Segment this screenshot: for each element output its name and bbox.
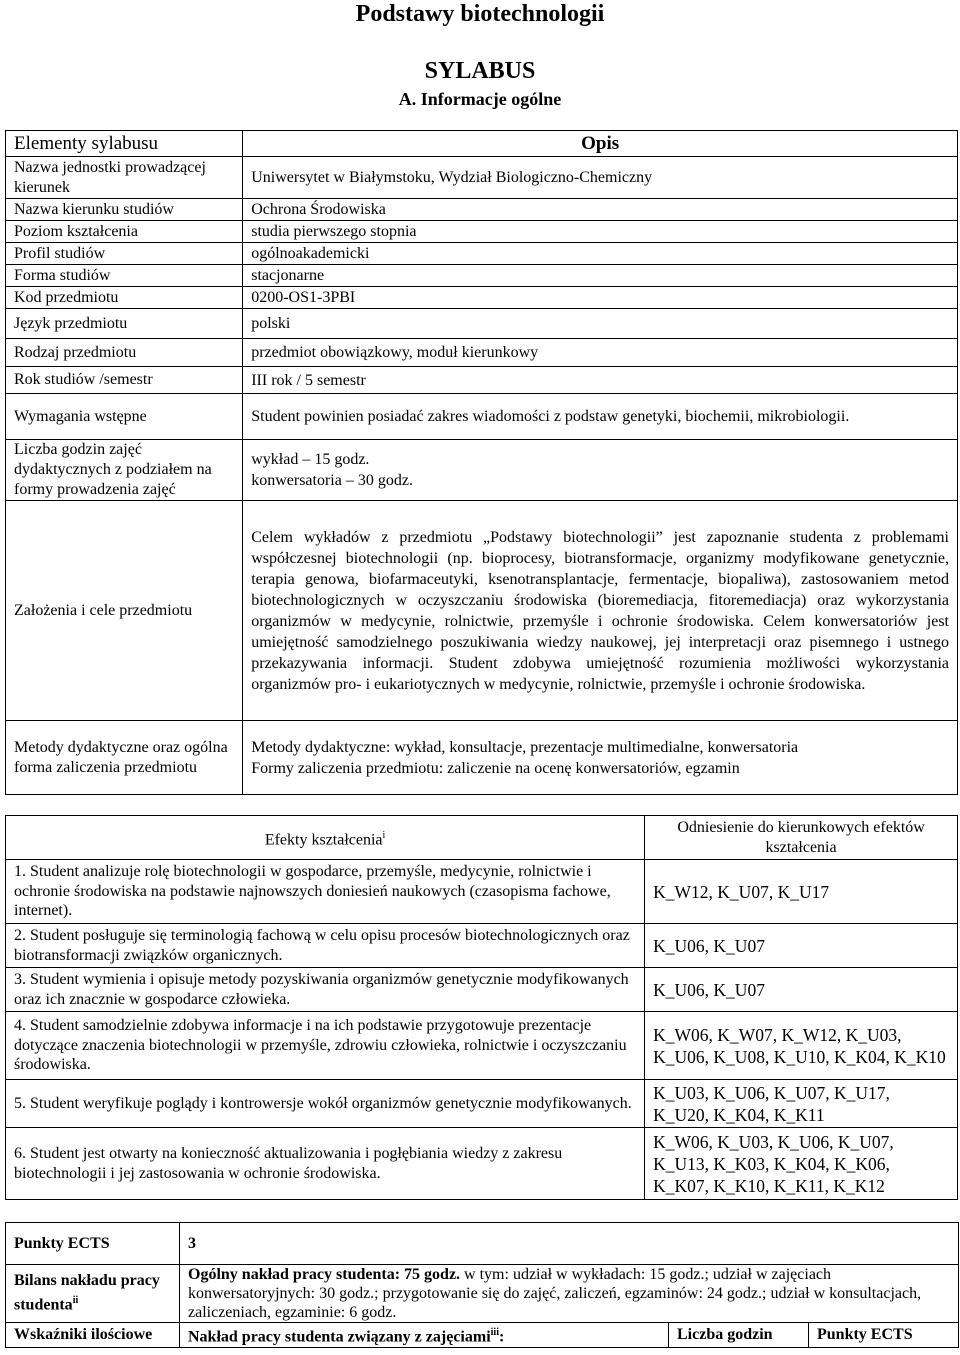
outcome-text: 2. Student posługuje się terminologią fachową w celu opisu procesów biotechnologicznych oraz biotransformacji związków organicznych. [6, 924, 645, 968]
indicators-workload-text: Nakład pracy studenta związany z zajęciami [188, 1328, 491, 1346]
indicators-colon: : [498, 1328, 505, 1346]
outcomes-header [6, 816, 645, 860]
workload-description [180, 1265, 959, 1323]
row-label-type: Rodzaj przedmiotu [6, 339, 243, 367]
hours-lecture: wykład – 15 godz. [251, 451, 370, 468]
outcome-refs: K_W06, K_W07, K_W12, K_U03, K_U06, K_U08, K_U10, K_K04, K_K10 [645, 1012, 958, 1080]
indicators-label: Wskaźniki ilościowe [6, 1323, 180, 1348]
row-label-form: Forma studiów [6, 265, 243, 287]
workload-breakdown: w tym: udział w wykładach: 15 godz.; udział w zajęciach konwersatoryjnych: 30 godz.; przygotowanie się do zajęć, zaliczeń, egzaminów: 24 godz.; udział w konsultacjach, zaliczeniach, egzaminie: 6 godz. [188, 1266, 922, 1321]
header-elements: Elementy sylabusu [6, 131, 243, 157]
workload-label-text: Bilans nakładu pracy studenta [14, 1272, 160, 1314]
row-label-code: Kod przedmiotu [6, 287, 243, 309]
row-label-profile: Profil studiów [6, 243, 243, 265]
row-label-unit: Nazwa jednostki prowadzącej kierunek [6, 157, 243, 199]
row-label-hours: Liczba godzin zajęć dydaktycznych z podziałem na formy prowadzenia zajęć [6, 440, 243, 501]
row-value-methods [243, 721, 958, 795]
row-label-methods: Metody dydaktyczne oraz ogólna forma zaliczenia przedmiotu [6, 721, 243, 795]
outcome-text: 5. Student weryfikuje poglądy i kontrowersje wokół organizmów genetycznie modyfikowanych. [6, 1080, 645, 1128]
outcomes-header-footnote: i [382, 829, 386, 841]
row-label-goals: Założenia i cele przedmiotu [6, 501, 243, 721]
row-value-goals: Celem wykładów z przedmiotu „Podstawy biotechnologii” jest zapoznanie studenta z problemami współczesnej biotechnologii (np. bioprocesy, biotransformacje, organizmy modyfikowane genetycznie, terapia genowa, biofarmaceutyki, ksenotransplantacje, fermentacje, biopaliwa), zastosowaniem metod biotechnologicznych w oczyszczaniu środowiska (bioremediacja, fitoremediacja) oraz wykorzystania organizmów w medycynie, rolnictwie, przemyśle i ochronie środowiska. Celem konwersatoriów jest umiejętność samodzielnego poszukiwania wiedzy naukowej, jej interpretacji oraz pisemnego i ustnego przekazywania informacji. Student zdobywa umiejętność rozumienia możliwości wykorzystania organizmów pro- i eukariotycznych w medycynie, rolnictwie, przemyśle i ochronie środowiska. [243, 501, 958, 721]
outcome-refs: K_U03, K_U06, K_U07, K_U17, K_U20, K_K04, K_K11 [645, 1080, 958, 1128]
row-value-profile: ogólnoakademicki [243, 243, 958, 265]
workload-label [6, 1265, 180, 1323]
assessment-line: Formy zaliczenia przedmiotu: zaliczenie na ocenę konwersatoriów, egzamin [251, 759, 740, 777]
indicators-workload-header [180, 1323, 669, 1348]
row-value-code: 0200-OS1-3PBI [243, 287, 958, 309]
row-value-form: stacjonarne [243, 265, 958, 287]
outcome-refs: K_U06, K_U07 [645, 968, 958, 1012]
learning-outcomes-table [5, 815, 958, 1200]
methods-line: Metody dydaktyczne: wykład, konsultacje, prezentacje multimedialne, konwersatoria [251, 738, 799, 756]
syllabus-heading: SYLABUS [424, 58, 536, 84]
outcome-text: 6. Student jest otwarty na konieczność aktualizowania i pogłębiania wiedzy z zakresu biotechnologii i jej zastosowania w ochronie środowiska. [6, 1128, 645, 1200]
row-value-prerequisites: Student powinien posiadać zakres wiadomości z podstaw genetyki, biochemii, mikrobiologii. [243, 394, 958, 440]
row-label-year: Rok studiów /semestr [6, 367, 243, 394]
row-value-type: przedmiot obowiązkowy, moduł kierunkowy [243, 339, 958, 367]
row-label-language: Język przedmiotu [6, 309, 243, 339]
row-value-field: Ochrona Środowiska [243, 199, 958, 221]
outcome-refs: K_W06, K_U03, K_U06, K_U07, K_U13, K_K03, K_K04, K_K06, K_K07, K_K10, K_K11, K_K12 [645, 1128, 958, 1200]
outcomes-header-text: Efekty kształcenia [264, 830, 383, 848]
ects-table [5, 1222, 959, 1348]
workload-total: Ogólny nakład pracy studenta: 75 godz. [188, 1266, 461, 1283]
row-label-prerequisites: Wymagania wstępne [6, 394, 243, 440]
workload-footnote: ii [72, 1295, 79, 1307]
header-description: Opis [243, 131, 958, 157]
outcome-text: 1. Student analizuje rolę biotechnologii w gospodarce, przemyśle, medycynie, rolnictwie i ochronie środowiska na podstawie najnowszych doniesień naukowych (czasopisma fachowe, internet). [6, 860, 645, 924]
document-title: Podstawy biotechnologii [355, 1, 605, 27]
section-heading: A. Informacje ogólne [398, 89, 562, 109]
ects-value: 3 [180, 1223, 959, 1265]
outcome-refs: K_U06, K_U07 [645, 924, 958, 968]
general-info-table [5, 130, 958, 795]
ects-label: Punkty ECTS [6, 1223, 180, 1265]
outcome-text: 3. Student wymienia i opisuje metody pozyskiwania organizmów genetycznie modyfikowanych oraz ich znacznie w gospodarce człowieka. [6, 968, 645, 1012]
references-header: Odniesienie do kierunkowych efektów kształcenia [645, 816, 958, 860]
row-value-unit: Uniwersytet w Białymstoku, Wydział Biologiczno-Chemiczny [243, 157, 958, 199]
indicators-ects-header: Punkty ECTS [809, 1323, 959, 1348]
row-label-level: Poziom kształcenia [6, 221, 243, 243]
hours-seminar: konwersatoria – 30 godz. [251, 472, 413, 489]
outcome-refs: K_W12, K_U07, K_U17 [645, 860, 958, 924]
row-value-level: studia pierwszego stopnia [243, 221, 958, 243]
row-label-field: Nazwa kierunku studiów [6, 199, 243, 221]
outcome-text: 4. Student samodzielnie zdobywa informacje i na ich podstawie przygotowuje prezentacje dotyczące znaczenia biotechnologii w przemyśle, zdrowiu człowieka, rolnictwie i oczyszczaniu środowiska. [6, 1012, 645, 1080]
indicators-footnote: iii [490, 1327, 499, 1338]
row-value-year: III rok / 5 semestr [243, 367, 958, 394]
row-value-language: polski [243, 309, 958, 339]
row-value-hours [243, 440, 958, 501]
indicators-hours-header: Liczba godzin [669, 1323, 809, 1348]
